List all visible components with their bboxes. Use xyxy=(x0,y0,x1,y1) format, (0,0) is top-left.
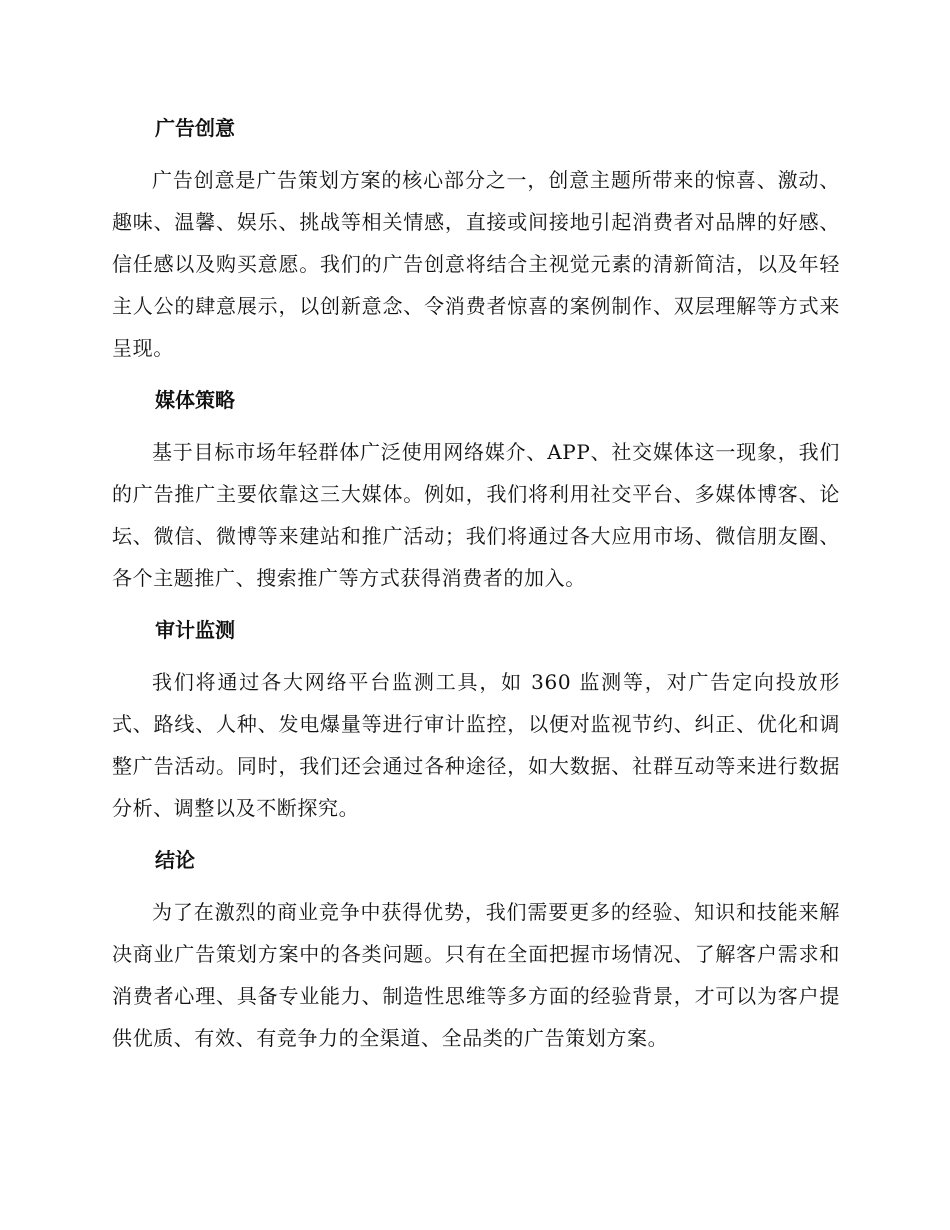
section-heading: 结论 xyxy=(155,848,195,872)
document-page xyxy=(112,108,840,1070)
section-conclusion xyxy=(112,840,840,1059)
section-paragraph: 基于目标市场年轻群体广泛使用网络媒介、APP、社交媒体这一现象，我们的广告推广主要依靠这三大媒体。例如，我们将利用社交平台、多媒体博客、论坛、微信、微博等来建站和推广活动；我们将通过各大应用市场、微信朋友圈、各个主题推广、搜索推广等方式获得消费者的加入。 xyxy=(112,440,840,590)
section-paragraph: 为了在激烈的商业竞争中获得优势，我们需要更多的经验、知识和技能来解决商业广告策划方案中的各类问题。只有在全面把握市场情况、了解客户需求和消费者心理、具备专业能力、制造性思维等多方面的经验背景，才可以为客户提供优质、有效、有竞争力的全渠道、全品类的广告策划方案。 xyxy=(112,900,840,1050)
section-paragraph: 我们将通过各大网络平台监测工具，如 360 监测等，对广告定向投放形式、路线、人种、发电爆量等进行审计监控，以便对监视节约、纠正、优化和调整广告活动。同时，我们还会通过各种途径，如大数据、社群互动等来进行数据分析、调整以及不断探究。 xyxy=(112,670,840,820)
section-heading: 媒体策略 xyxy=(155,388,235,412)
section-audit-monitoring xyxy=(112,610,840,829)
section-heading: 审计监测 xyxy=(155,618,235,642)
section-heading: 广告创意 xyxy=(155,116,235,140)
section-paragraph: 广告创意是广告策划方案的核心部分之一，创意主题所带来的惊喜、激动、趣味、温馨、娱乐、挑战等相关情感，直接或间接地引起消费者对品牌的好感、信任感以及购买意愿。我们的广告创意将结合主视觉元素的清新简洁，以及年轻主人公的肆意展示，以创新意念、令消费者惊喜的案例制作、双层理解等方式来呈现。 xyxy=(112,168,840,360)
section-ad-creative xyxy=(112,108,840,369)
section-media-strategy xyxy=(112,380,840,599)
